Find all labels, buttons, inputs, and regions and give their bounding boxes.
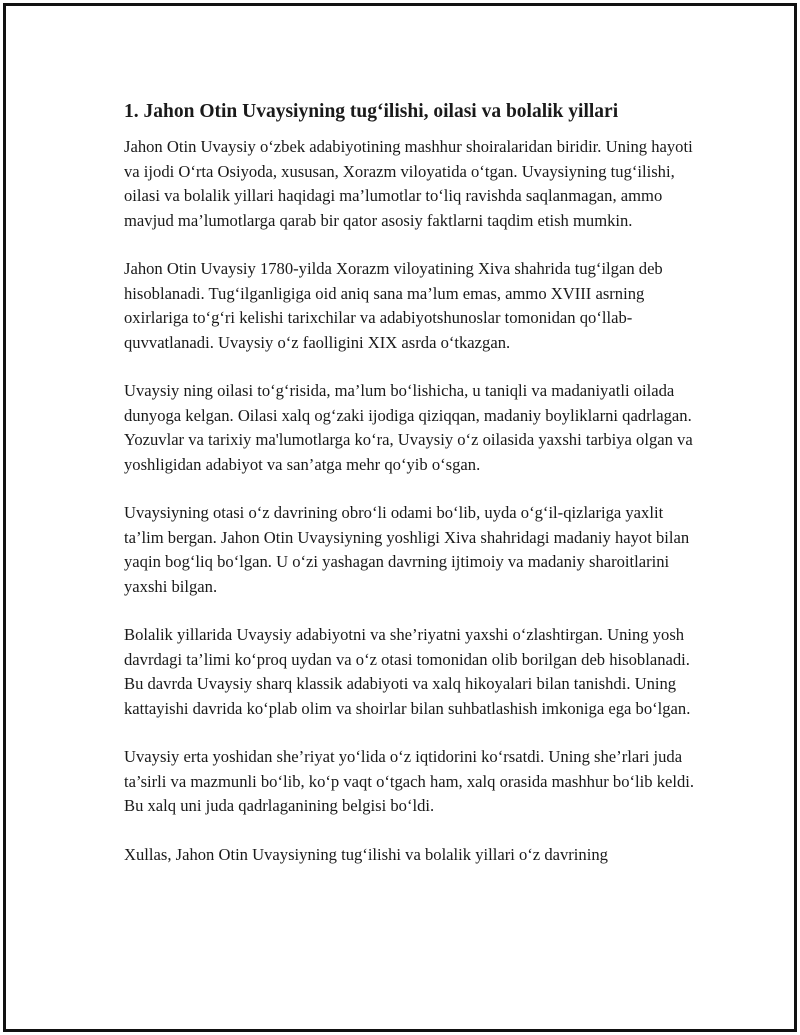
paragraph-1: Jahon Otin Uvaysiy o‘zbek adabiyotining mashhur shoiralaridan biridir. Uning hayoti va ijodi O‘rta Osiyoda, xususan, Xorazm viloyatida o‘tgan. Uvaysiyning tug‘ilishi, oilasi va bolalik yillari haqidagi ma’lumotlar to‘liq ravishda saqlanmagan, ammo mavjud ma’lumotlarga qarab bir qator asosiy faktlarni taqdim etish mumkin. [124,137,693,230]
paragraph-2: Jahon Otin Uvaysiy 1780-yilda Xorazm viloyatining Xiva shahrida tug‘ilgan deb hisoblanadi. Tug‘ilganligiga oid aniq sana ma’lum emas, ammo XVIII asrning oxirlariga to‘g‘ri kelishi tarixchilar va adabiyotshunoslar tomonidan qo‘llab-quvvatlanadi. Uvaysiy o‘z faolligini XIX asrda o‘tkazgan. [124,259,663,352]
paragraph-5: Bolalik yillarida Uvaysiy adabiyotni va she’riyatni yaxshi o‘zlashtirgan. Uning yosh davrdagi ta’limi ko‘proq uydan va o‘z otasi tomonidan olib borilgan deb hisoblanadi. Bu davrda Uvaysiy sharq klassik adabiyoti va xalq hikoyalari bilan tanishdi. Uning kattayishi davrida ko‘plab olim va shoirlar bilan suhbatlashish imkoniga ega bo‘lgan. [124,625,691,718]
page-frame [3,3,797,1032]
document-body [124,99,704,891]
section-heading: 1. Jahon Otin Uvaysiyning tug‘ilishi, oilasi va bolalik yillari [124,101,619,122]
paragraph-6: Uvaysiy erta yoshidan she’riyat yo‘lida o‘z iqtidorini ko‘rsatdi. Uning she’rlari juda ta’sirli va mazmunli bo‘lib, ko‘p vaqt o‘tgach ham, xalq orasida mashhur bo‘lib keldi. Bu xalq uni juda qadrlaganining belgisi bo‘ldi. [124,747,695,815]
paragraph-4: Uvaysiyning otasi o‘z davrining obro‘li odami bo‘lib, uyda o‘g‘il-qizlariga yaxlit ta’lim bergan. Jahon Otin Uvaysiyning yoshligi Xiva shahridagi madaniy hayot bilan yaqin bog‘liq bo‘lgan. U o‘zi yashagan davrning ijtimoiy va madaniy sharoitlarini yaxshi bilgan. [124,503,690,596]
paragraph-7: Xullas, Jahon Otin Uvaysiyning tug‘ilishi va bolalik yillari o‘z davrining [124,844,608,864]
paragraph-3: Uvaysiy ning oilasi to‘g‘risida, ma’lum bo‘lishicha, u taniqli va madaniyatli oilada dunyoga kelgan. Oilasi xalq og‘zaki ijodiga qiziqqan, madaniy boyliklarni qadrlagan. Yozuvlar va tarixiy ma'lumotlarga ko‘ra, Uvaysiy o‘z oilasida yaxshi tarbiya olgan va yoshligidan adabiyot va san’atga mehr qo‘yib o‘sgan. [124,381,693,474]
